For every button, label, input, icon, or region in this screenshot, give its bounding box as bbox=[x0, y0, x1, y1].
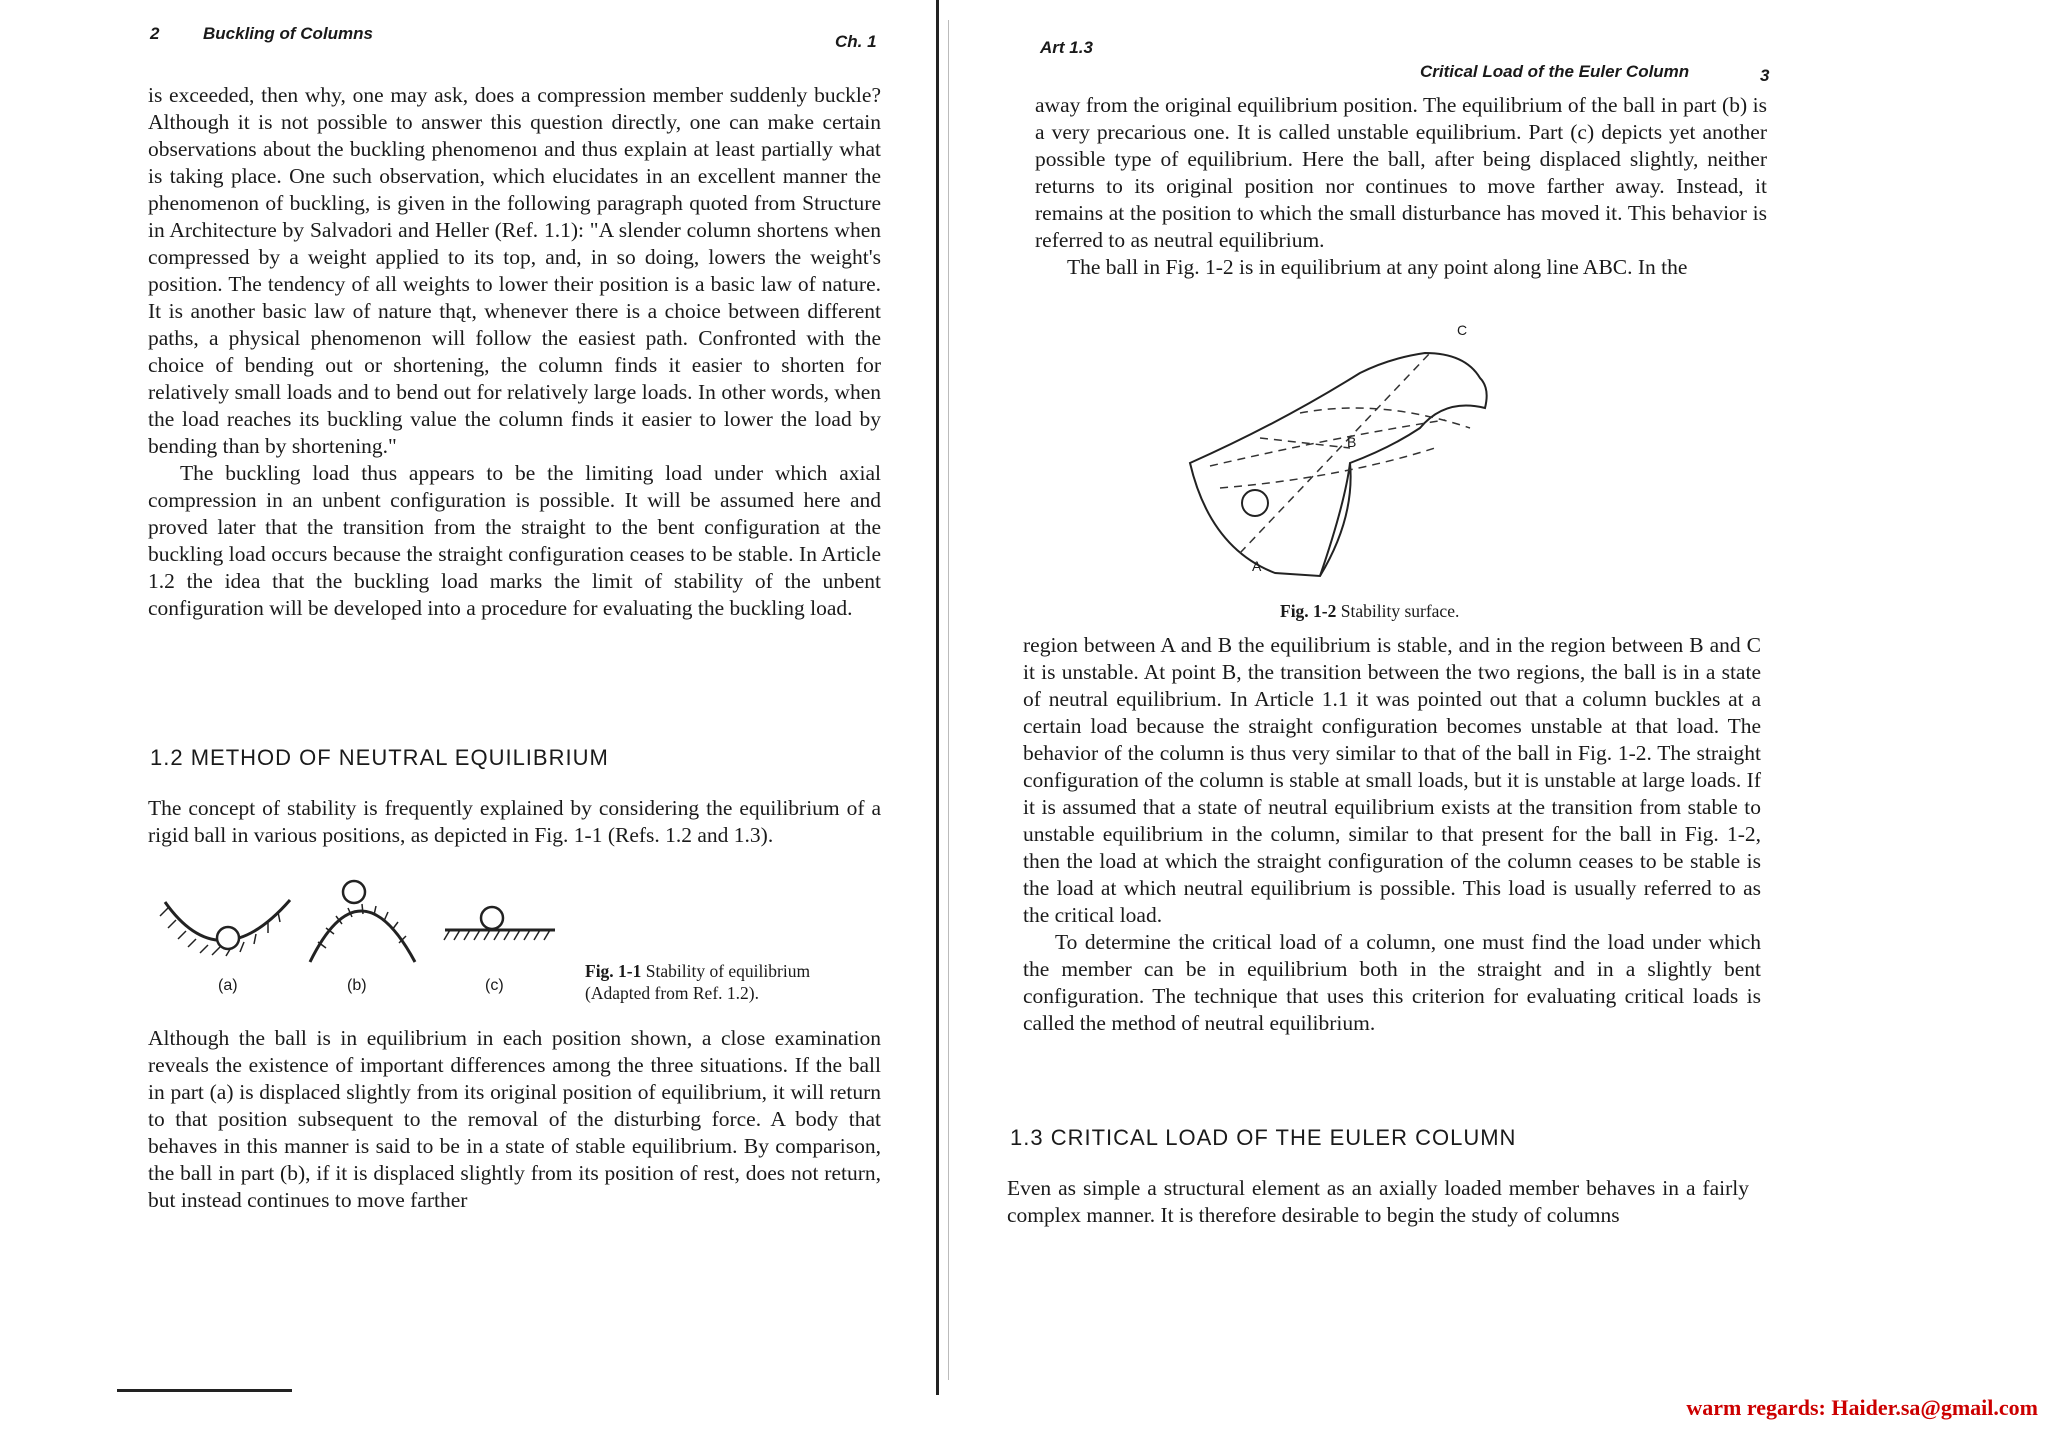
footnote-rule bbox=[117, 1389, 292, 1392]
fig-label-c: (c) bbox=[485, 977, 504, 994]
left-text-top bbox=[148, 82, 881, 622]
paragraph: region between A and B the equilibrium is stable, and in the region between B and C it is unstable. At point B, the transition between the two regions, the ball is in a state of neutral equilibrium. In Article 1.1 it was pointed out that a column buckles at a certain load because the straight configuration becomes unstable at that load. The behavior of the column is thus very similar to that of the ball in Fig. 1-2. The straight configuration of the column is stable at small loads, but it is unstable at large loads. If it is assumed that a state of neutral equilibrium exists at the transition from stable to unstable equilibrium in the column, similar to that present for the ball in Fig. 1-2, then the load at which the straight configuration of the column ceases to be stable is the load at which neutral equilibrium is possible. This load is usually referred to as the critical load. bbox=[1023, 633, 1761, 927]
page-number: 2 bbox=[150, 24, 160, 43]
signature: warm regards: Haider.sa@gmail.com bbox=[1686, 1395, 2038, 1420]
point-a-label: A bbox=[1252, 558, 1262, 574]
right-page bbox=[945, 0, 2048, 1447]
fig-label-a: (a) bbox=[218, 977, 238, 994]
paragraph: is exceeded, then why, one may ask, does a compression member suddenly buckle? Although it is not possible to answer this question directly, one can make certain observations about the buckling phenomenoı and thus explain at least partially what is taking place. One such observation, which elucidates in an excellent manner the phenomenon of buckling, is given in the following paragraph quoted from Structure in Architecture by Salvadori and Heller (Ref. 1.1): "A slender column shortens when compressed by a weight applied to its top, and, in so doing, lowers the weight's position. The tendency of all weights to lower their position is a basic law of nature. It is another basic law of nature thąt, whenever there is a choice between different paths, a physical phenomenon will follow the easiest path. Confronted with the choice of bending out or shortening, the column finds it easier to shorten for relatively small loads and to bend out for relatively large loads. In other words, when the load reaches its buckling value the column finds it easier to lower the load by bending than by shortening." bbox=[148, 83, 881, 458]
running-title: Critical Load of the Euler Column bbox=[1420, 62, 1690, 81]
ball bbox=[1242, 490, 1268, 516]
running-title: Buckling of Columns bbox=[203, 24, 373, 43]
figure-1-1-caption bbox=[585, 960, 885, 1004]
ball-c bbox=[481, 907, 503, 929]
paragraph: The concept of stability is frequently explained by considering the equilibrium of a rigid ball in various positions, as depicted in Fig. 1-1 (Refs. 1.2 and 1.3). bbox=[148, 796, 881, 847]
fig-label-b: (b) bbox=[347, 977, 367, 994]
point-b-label: B bbox=[1347, 434, 1357, 450]
figure-1-2-caption bbox=[1280, 600, 1459, 622]
caption-number: Fig. 1-2 bbox=[1280, 601, 1337, 621]
paragraph: Even as simple a structural element as an axially loaded member behaves in a fairly complex manner. It is therefore desirable to begin the study of columns bbox=[1007, 1176, 1749, 1227]
left-page bbox=[0, 0, 945, 1447]
section-heading: 1.3 CRITICAL LOAD OF THE EULER COLUMN bbox=[1010, 1125, 1517, 1150]
right-text-top bbox=[1035, 92, 1767, 281]
caption-number: Fig. 1-1 bbox=[585, 961, 642, 981]
ball-b bbox=[343, 881, 365, 903]
paragraph: Although the ball is in equilibrium in each position shown, a close examination reveals the existence of important differences among the three situations. If the ball in part (a) is displaced slightly from its original position of equilibrium, it will return to that position subsequent to the removal of the disturbing force. A body that behaves in this manner is said to be in a state of stable equilibrium. By comparison, the ball in part (b), if it is displaced slightly from its position of rest, does not return, but instead continues to move farther bbox=[148, 1026, 881, 1212]
paragraph: The ball in Fig. 1-2 is in equilibrium at any point along line ABC. In the bbox=[1067, 255, 1688, 279]
page-gutter bbox=[936, 0, 939, 1395]
caption-source: (Adapted from Ref. 1.2). bbox=[585, 983, 759, 1003]
paragraph: away from the original equilibrium position. The equilibrium of the ball in part (b) is a very precarious one. It is called unstable equilibrium. Part (c) depicts yet another possible type of equilibrium. Here the ball, after being displaced slightly, neither returns to its original position nor continues to move farther away. Instead, it remains at the position to which the small disturbance has moved it. This behavior is referred to as neutral equilibrium. bbox=[1035, 93, 1767, 252]
ball-a bbox=[217, 927, 239, 949]
figure-1-2 bbox=[1180, 318, 1560, 578]
paragraph: To determine the critical load of a column, one must find the load under which the member can be in equilibrium both in the straight and in a slightly bent configuration. The technique that uses this criterion for evaluating critical loads is called the method of neutral equilibrium. bbox=[1023, 930, 1761, 1035]
right-text-middle bbox=[1023, 632, 1761, 1037]
point-c-label: C bbox=[1457, 322, 1468, 338]
page-number: 3 bbox=[1760, 66, 1770, 85]
section-heading: 1.2 METHOD OF NEUTRAL EQUILIBRIUM bbox=[150, 745, 609, 770]
chapter-label: Ch. 1 bbox=[835, 32, 877, 51]
caption-text: Stability surface. bbox=[1340, 601, 1460, 621]
caption-text: Stability of equilibrium bbox=[645, 961, 811, 981]
article-label: Art 1.3 bbox=[1040, 38, 1093, 57]
paragraph: The buckling load thus appears to be the limiting load under which axial compression in an unbent configuration is possible. It will be assumed here and proved later that the transition from the straight to the bent configuration at the buckling load occurs because the straight configuration ceases to be stable. In Article 1.2 the idea that the buckling load marks the limit of stability of the unbent configuration will be developed into a procedure for evaluating the buckling load. bbox=[148, 461, 881, 620]
